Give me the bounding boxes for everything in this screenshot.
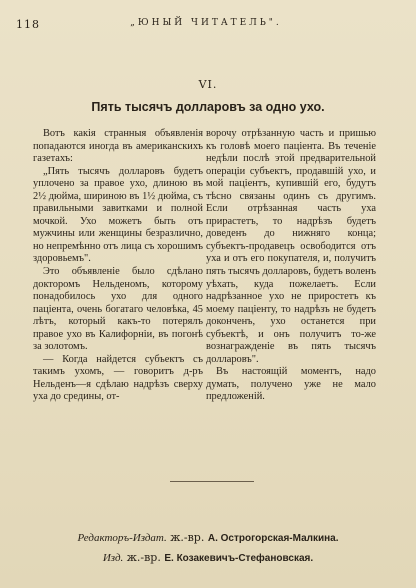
paragraph: „Пять тысячъ долларовъ будетъ уплочено за правое ухо, длиною въ 2½ дюйма, шириною въ 1½ дюйма, съ правильными завитками и полной мочкой. Ухо можетъ быть отъ мужчины или женщины безразлично, но непремѣнно отъ лица съ хорошимъ здоровьемъ". — [33, 165, 203, 265]
paragraph: Вотъ какія странныя объявленія попадаются иногда въ американскихъ газетахъ: — [33, 128, 203, 165]
credit-line-publisher — [0, 548, 416, 568]
credit-prefix: ж.-вр. — [170, 531, 205, 544]
paragraph: Это объявленіе было сдѣлано докторомъ Нельденомъ, которому понадобилось ухо для одного паціента, очень богатаго человѣка, 45 лѣтъ, который какъ-то потерялъ правое ухо въ Калифорніи, въ погонѣ за золотомъ. — [33, 266, 203, 353]
paragraph: — Когда найдется субъектъ съ такимъ ухомъ, — говоритъ д-ръ Нельденъ—я сдѣлаю надрѣзъ сверху уха до средины, от- — [33, 353, 203, 403]
credits — [0, 528, 416, 568]
section-divider — [170, 481, 254, 482]
article-title: Пять тысячъ долларовъ за одно ухо. — [91, 100, 325, 114]
paragraph: Въ настоящій моментъ, надо думать, получено уже не мало предложеній. — [206, 366, 376, 403]
page-number: 118 — [16, 18, 40, 31]
credit-name: А. Острогорская-Малкина. — [207, 533, 339, 544]
paragraph: ворочу отрѣзанную часть и пришью къ головѣ моего паціента. Въ теченіе недѣли послѣ этой предварительной операціи субъектъ, продавшій ухо, и мой паціентъ, купившій его, будутъ тѣсно связаны одинъ съ другимъ. Если отрѣзанная часть уха прирастетъ, то надрѣзъ будетъ доведенъ до нижняго конца; субъектъ-продавецъ освободится отъ уха и отъ его покупателя, и, получитъ пять тысячъ долларовъ, будетъ воленъ уѣхать, куда пожелаетъ. Если надрѣзанное ухо не прирoстетъ къ моему паціенту, то надрѣзъ не будетъ доконченъ, ухо останется при субъектѣ, и онъ получитъ то-же вознагражденіе въ пять тысячъ долларовъ". — [206, 128, 376, 365]
chapter-number: VI. — [198, 78, 218, 91]
credit-prefix: ж.-вр. — [126, 551, 161, 564]
credit-role: Редакторъ-Издат. — [77, 532, 167, 544]
running-title: „ЮНЫЙ ЧИТАТЕЛЬ". — [130, 18, 282, 28]
credit-line-editor — [0, 528, 416, 548]
page-header — [16, 18, 396, 32]
credit-role: Изд. — [102, 552, 124, 564]
credit-name: Е. Козакевичъ-Стефановская. — [164, 553, 314, 564]
left-column — [33, 128, 203, 404]
right-column — [206, 128, 376, 404]
